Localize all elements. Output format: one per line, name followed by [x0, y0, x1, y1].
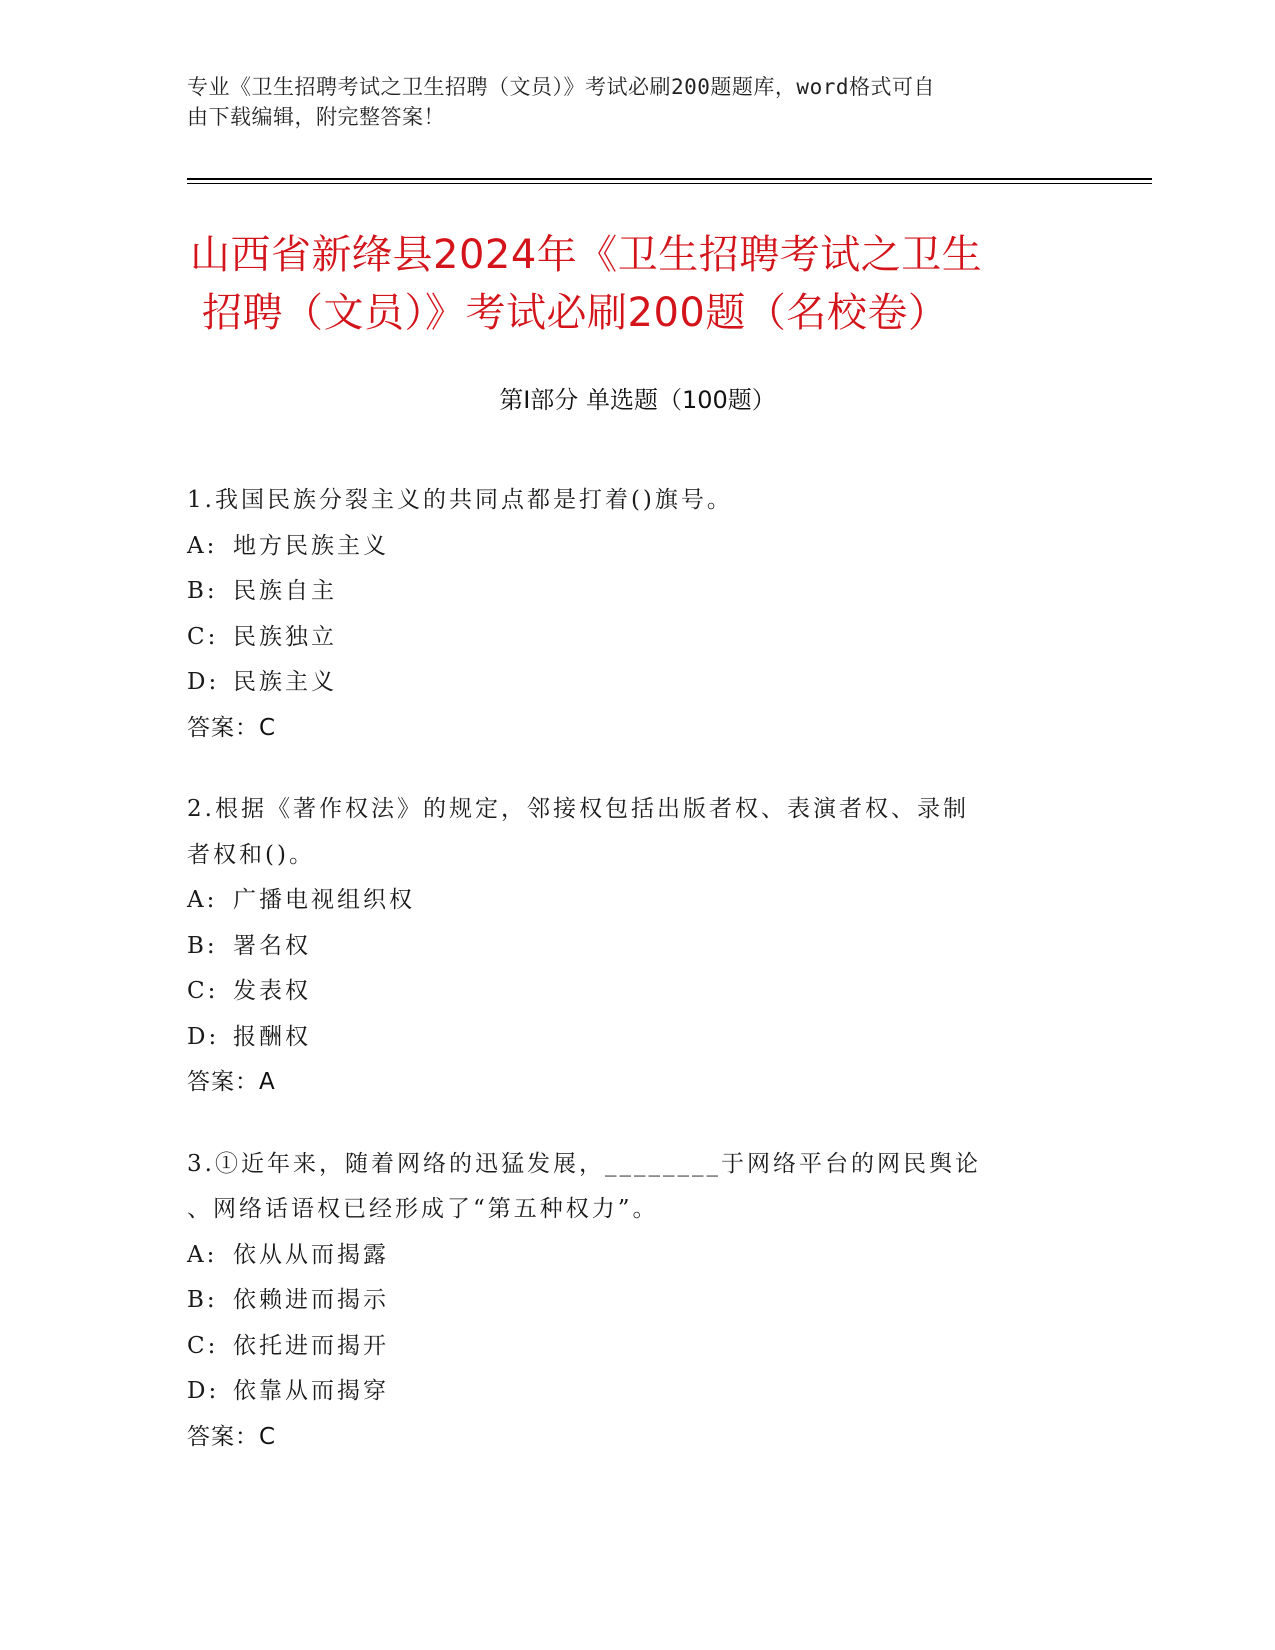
option-b: [187, 1278, 1067, 1324]
section-heading: 第Ⅰ部分 单选题（100题）: [499, 386, 776, 414]
option-text: 发表权: [233, 978, 311, 1004]
option-text: 署名权: [233, 932, 311, 959]
answer: 答案：C: [187, 1423, 277, 1450]
title-line-2: 招聘（文员）》考试必刷200题（名校卷）: [202, 290, 949, 336]
question-stem-line: 1.我国民族分裂主义的共同点都是打着()旗号。: [187, 487, 733, 513]
option-label: A:: [187, 532, 218, 559]
title-line-1: 山西省新绛县2024年《卫生招聘考试之卫生: [190, 232, 983, 278]
intro-line-2: 由下载编辑，附完整答案！: [187, 105, 445, 129]
option-text: 依托进而揭开: [233, 1332, 389, 1359]
option-a: [187, 524, 1067, 570]
option-text: 依从从而揭露: [233, 1241, 389, 1268]
option-label: C:: [187, 623, 219, 650]
option-text: 民族独立: [233, 623, 337, 650]
question-list: [187, 478, 1067, 1496]
option-d: [187, 1015, 1067, 1061]
document-title: [190, 226, 1090, 342]
option-text: 民族主义: [233, 669, 337, 695]
answer: 答案：A: [187, 1069, 276, 1095]
option-text: 报酬权: [233, 1023, 311, 1050]
option-text: 广播电视组织权: [233, 887, 415, 913]
option-text: 依靠从而揭穿: [233, 1378, 389, 1404]
intro-line-1: 专业《卫生招聘考试之卫生招聘（文员）》考试必刷200题题库，word格式可自: [187, 75, 935, 99]
header-rule-thick: [187, 178, 1152, 180]
question-3: [187, 1142, 1067, 1461]
option-label: C:: [187, 978, 219, 1004]
option-b: [187, 569, 1067, 615]
option-c: [187, 969, 1067, 1015]
question-1: [187, 478, 1067, 751]
option-b: [187, 924, 1067, 970]
answer: 答案：C: [187, 714, 277, 741]
header-rule-thin: [187, 183, 1152, 184]
question-stem-line: 3.①近年来，随着网络的迅猛发展，________于网络平台的网民舆论: [187, 1150, 981, 1177]
option-label: B:: [187, 1287, 218, 1313]
option-label: B:: [187, 932, 218, 959]
intro-text: [187, 72, 1067, 132]
option-text: 地方民族主义: [233, 532, 389, 559]
question-stem-line: 者权和()。: [187, 841, 315, 868]
option-label: B:: [187, 578, 218, 604]
option-d: [187, 660, 1067, 706]
option-a: [187, 878, 1067, 924]
option-label: D:: [187, 1378, 220, 1404]
option-text: 民族自主: [233, 578, 337, 604]
option-text: 依赖进而揭示: [233, 1287, 389, 1313]
option-label: A:: [187, 887, 218, 913]
option-c: [187, 615, 1067, 661]
option-label: C:: [187, 1332, 219, 1359]
option-label: D:: [187, 1023, 220, 1050]
question-stem-line: 、网络话语权已经形成了“第五种权力”。: [187, 1196, 659, 1222]
question-2: [187, 787, 1067, 1106]
option-c: [187, 1324, 1067, 1370]
option-a: [187, 1233, 1067, 1279]
option-label: D:: [187, 669, 220, 695]
option-d: [187, 1369, 1067, 1415]
question-stem-line: 2.根据《著作权法》的规定，邻接权包括出版者权、表演者权、录制: [187, 796, 969, 822]
option-label: A:: [187, 1241, 218, 1268]
